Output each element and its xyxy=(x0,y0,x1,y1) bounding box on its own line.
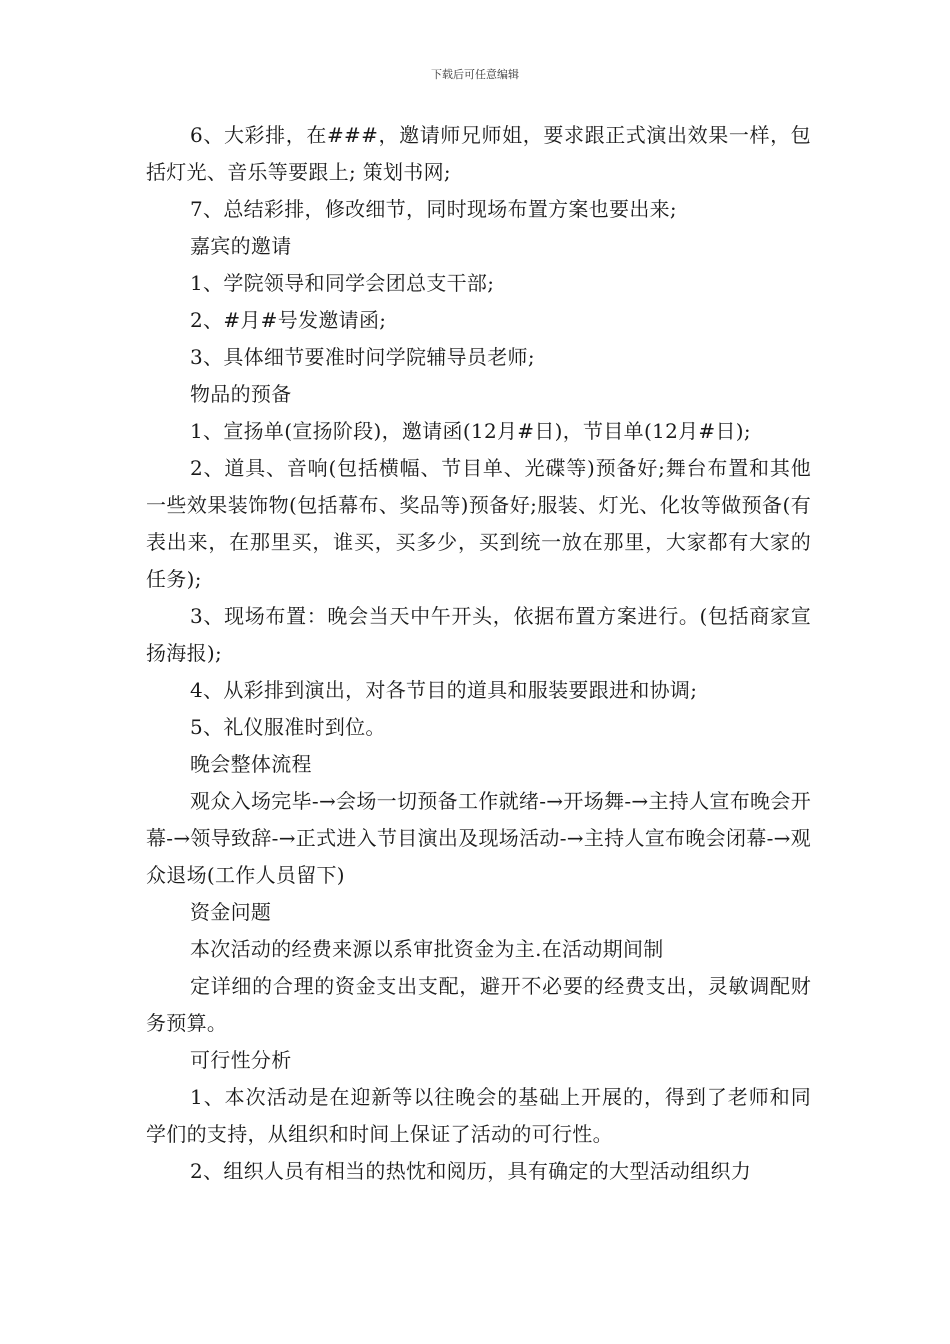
page-header: 下载后可任意编辑 xyxy=(431,68,519,81)
paragraph: 7、总结彩排，修改细节，同时现场布置方案也要出来; xyxy=(190,197,677,221)
paragraph: 1、本次活动是在迎新等以往晚会的基础上开展的，得到了老师和同学们的支持，从组织和时间上保证了活动的可行性。 xyxy=(146,1085,811,1146)
paragraph: 2、道具、音响(包括横幅、节目单、光碟等)预备好;舞台布置和其他一些效果装饰物(包括幕布、奖品等)预备好;服装、灯光、化妆等做预备(有表出来，在那里买，谁买，买多少，买到统一放在那里，大家都有大家的任务); xyxy=(146,456,811,591)
paragraph: 1、宣扬单(宣扬阶段)，邀请函(12月#日)，节目单(12月#日); xyxy=(190,419,751,443)
paragraph: 3、现场布置：晚会当天中午开头，依据布置方案进行。(包括商家宣扬海报); xyxy=(146,604,811,665)
paragraph: 本次活动的经费来源以系审批资金为主.在活动期间制 xyxy=(190,937,664,961)
paragraph: 3、具体细节要准时问学院辅导员老师; xyxy=(190,345,535,369)
paragraph: 5、礼仪服准时到位。 xyxy=(190,715,386,739)
paragraph: 1、学院领导和同学会团总支干部; xyxy=(190,271,495,295)
paragraph: 观众入场完毕-→会场一切预备工作就绪-→开场舞-→主持人宣布晚会开幕-→领导致辞-→正式进入节目演出及现场活动-→主持人宣布晚会闭幕-→观众退场(工作人员留下) xyxy=(146,789,811,887)
section-heading: 嘉宾的邀请 xyxy=(190,234,292,258)
section-heading: 资金问题 xyxy=(190,900,272,924)
paragraph: 6、大彩排，在###，邀请师兄师姐，要求跟正式演出效果一样，包括灯光、音乐等要跟上; 策划书网; xyxy=(146,123,811,184)
section-heading: 可行性分析 xyxy=(190,1048,292,1072)
document-body xyxy=(146,117,811,1190)
section-heading: 物品的预备 xyxy=(190,382,292,406)
paragraph: 2、#月#号发邀请函; xyxy=(190,308,387,332)
paragraph: 2、组织人员有相当的热忱和阅历，具有确定的大型活动组织力 xyxy=(190,1159,752,1183)
paragraph: 4、从彩排到演出，对各节目的道具和服装要跟进和协调; xyxy=(190,678,698,702)
paragraph: 定详细的合理的资金支出支配，避开不必要的经费支出，灵敏调配财务预算。 xyxy=(146,974,811,1035)
section-heading: 晚会整体流程 xyxy=(190,752,312,776)
